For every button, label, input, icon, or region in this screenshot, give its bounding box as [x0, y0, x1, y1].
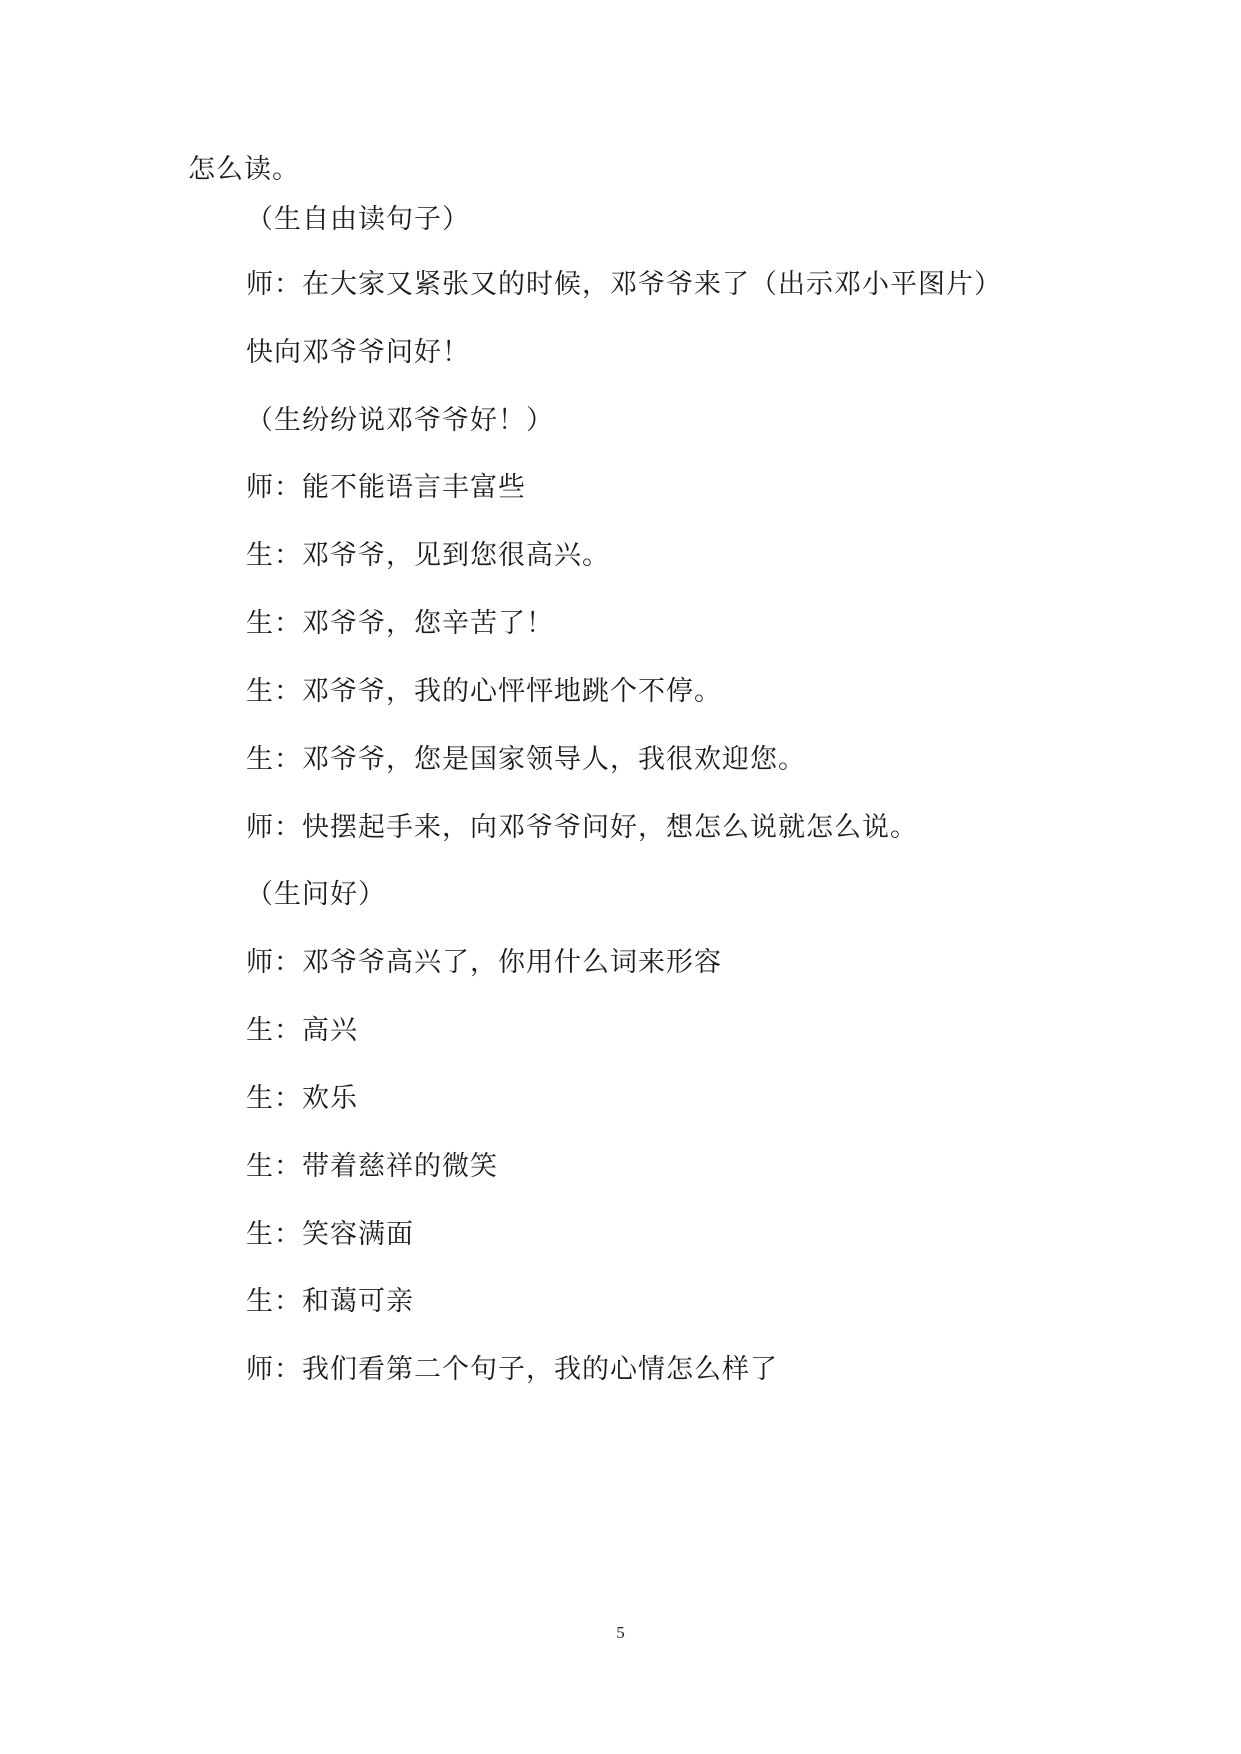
text-line: 生：邓爷爷，我的心怦怦地跳个不停。 — [246, 676, 722, 707]
text-line: 生：邓爷爷，您是国家领导人，我很欢迎您。 — [246, 744, 806, 775]
text-line: 生：邓爷爷，您辛苦了！ — [246, 608, 554, 639]
text-line: 师：邓爷爷高兴了，你用什么词来形容 — [246, 947, 722, 978]
text-line: 生：邓爷爷，见到您很高兴。 — [246, 540, 610, 571]
text-line: 师：我们看第二个句子，我的心情怎么样了 — [246, 1354, 778, 1385]
text-line: （生自由读句子） — [246, 204, 470, 235]
text-line: 师：能不能语言丰富些 — [246, 472, 526, 503]
text-line: 师：在大家又紧张又的时候，邓爷爷来了（出示邓小平图片） — [246, 269, 1002, 300]
page-number: 5 — [616, 1623, 625, 1642]
text-line: 生：笑容满面 — [246, 1219, 414, 1250]
text-line: 生：高兴 — [246, 1015, 358, 1046]
text-line: 快向邓爷爷问好！ — [246, 337, 470, 368]
text-line: 师：快摆起手来，向邓爷爷问好，想怎么说就怎么说。 — [246, 812, 918, 843]
text-line: 怎么读。 — [188, 154, 300, 185]
text-line: （生纷纷说邓爷爷好！） — [246, 405, 554, 436]
text-line: 生：带着慈祥的微笑 — [246, 1151, 498, 1182]
text-line: 生：和蔼可亲 — [246, 1286, 414, 1317]
text-line: （生问好） — [246, 879, 386, 910]
text-line: 生：欢乐 — [246, 1083, 358, 1114]
